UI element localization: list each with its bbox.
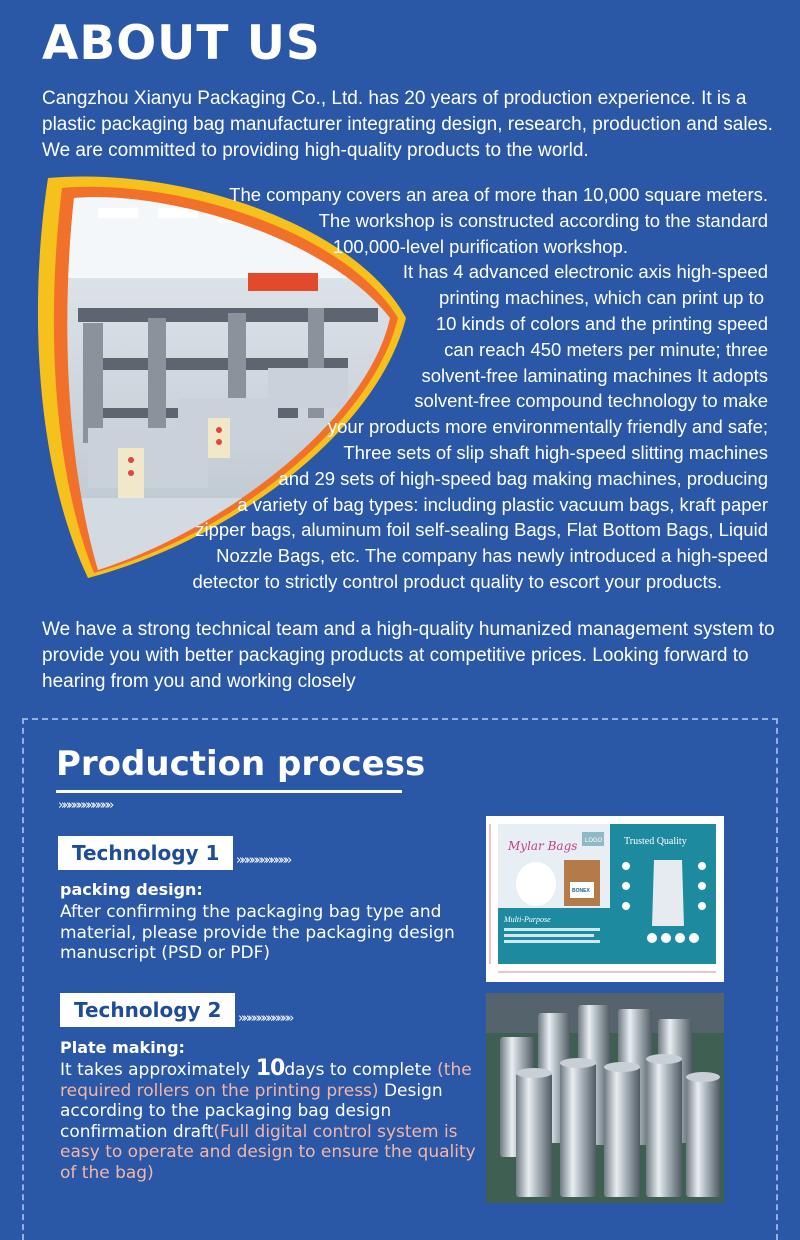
details-line: 100,000-level purification workshop. xyxy=(332,235,628,257)
details-line: can reach 450 meters per minute; three xyxy=(444,338,768,360)
chevrons-decoration: »»»»»»»»»»» xyxy=(238,1011,292,1026)
technology-2-label: Technology 2 xyxy=(60,993,235,1027)
step2-days: 10 xyxy=(255,1056,285,1081)
about-title: ABOUT US xyxy=(42,16,321,71)
printing-rollers-photo xyxy=(486,993,724,1203)
chevrons-decoration: »»»»»»»»»»» xyxy=(58,798,112,813)
step2-note2: (Full digital control system is easy to operate and design to ensure the quality of the bag) xyxy=(60,1121,476,1183)
details-line: detector to strictly control product quality to escort your products. xyxy=(192,570,722,592)
details-line: your products more environmentally friendly and safe; xyxy=(327,416,768,438)
details-line: solvent-free compound technology to make xyxy=(414,390,768,412)
mockup-left-title: Mylar Bags xyxy=(508,839,578,853)
step2-heading: Plate making: xyxy=(60,1038,185,1057)
packaging-design-mockup xyxy=(486,816,724,982)
details-line: The workshop is constructed according to the standard xyxy=(318,209,768,231)
details-line: It has 4 advanced electronic axis high-speed xyxy=(402,261,768,283)
mockup-right-title: Trusted Quality xyxy=(624,836,687,847)
details-line: 10 kinds of colors and the printing speed xyxy=(435,312,768,334)
chevrons-decoration: »»»»»»»»»»» xyxy=(236,853,290,868)
details-line: solvent-free laminating machines It adopts xyxy=(421,364,768,386)
details-line: The company covers an area of more than 10,000 square meters. xyxy=(229,184,768,205)
step2-text-a: It takes approximately xyxy=(60,1060,251,1080)
step2-text-b: days to complete xyxy=(284,1060,432,1080)
details-line: and 29 sets of high-speed bag making machines, producing xyxy=(278,467,768,489)
technology-1-label: Technology 1 xyxy=(58,836,233,870)
step2-text xyxy=(60,1056,480,1183)
step2-text-c: Design according to the packaging bag design confirmation draft xyxy=(60,1080,443,1142)
details-line: Nozzle Bags, etc. The company has newly introduced a high-speed xyxy=(216,545,768,567)
step1-heading: packing design: xyxy=(60,880,203,899)
step1-text: After confirming the packaging bag type and material, please provide the packaging design manuscript (PSD or PDF) xyxy=(60,902,455,963)
intro-paragraph: Cangzhou Xianyu Packaging Co., Ltd. has 20 years of production experience. It is a plastic packaging bag manufacturer integrating design, research, production and sales. We are committed to providing high-quality products to the world. xyxy=(42,88,773,161)
details-line: a variety of bag types: including plastic vacuum bags, kraft paper xyxy=(237,493,768,515)
step2-note1: (the required rollers on the printing press) xyxy=(60,1060,472,1101)
mockup-caption: Multi-Purpose xyxy=(504,915,551,924)
mockup-product-label: BONEX xyxy=(572,888,590,894)
closing-paragraph: We have a strong technical team and a high-quality humanized management system to provide you with better packaging products at competitive prices. Looking forward to hearing from you and working closely xyxy=(42,619,775,692)
title-underline xyxy=(56,790,402,793)
details-line: Three sets of slip shaft high-speed slitting machines xyxy=(343,441,768,463)
company-details xyxy=(148,182,768,595)
details-line: printing machines, which can print up to xyxy=(439,287,764,309)
process-title: Production process xyxy=(56,744,426,784)
details-line: zipper bags, aluminum foil self-sealing Bags, Flat Bottom Bags, Liquid xyxy=(195,519,768,541)
mockup-logo: LOGO xyxy=(585,838,603,844)
